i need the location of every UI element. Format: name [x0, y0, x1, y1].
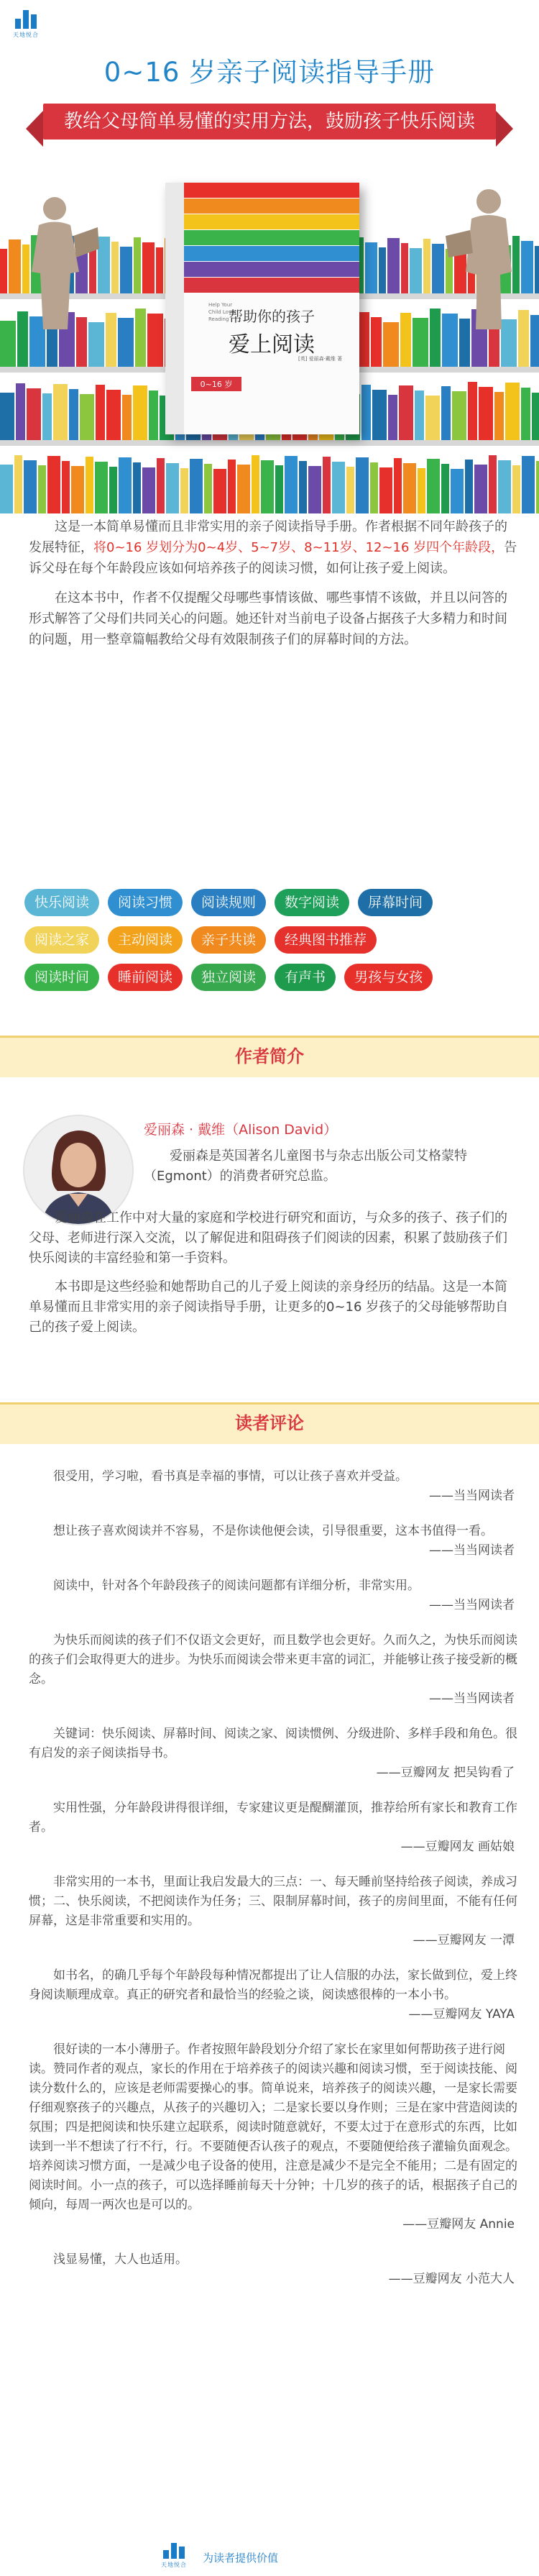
hero-illustration [0, 164, 539, 509]
book-spine-decoration [62, 461, 70, 513]
keyword-tag: 经典图书推荐 [275, 926, 377, 954]
book-spine-decoration [157, 458, 165, 513]
book-spine-decoration [142, 242, 155, 293]
book-spine-decoration [372, 390, 387, 440]
keyword-tag: 阅读习惯 [108, 889, 183, 916]
book-spine-decoration [468, 382, 477, 440]
review-item [29, 1873, 517, 1950]
book-author: [英] 爱丽森·戴维 著 [298, 356, 343, 362]
keyword-tag: 主动阅读 [108, 926, 183, 954]
reading-woman-silhouette-icon [431, 186, 532, 329]
book-spine-decoration [441, 386, 451, 440]
review-signature: ——当当网读者 [429, 1598, 515, 1612]
page-title: 0~16 岁亲子阅读指导手册 [103, 57, 436, 88]
reader-reviews [29, 1467, 517, 2305]
book-spine-decoration [365, 242, 377, 293]
review-text: 浅显易懂，大人也适用。 [53, 2252, 188, 2267]
author-section-header [0, 1036, 539, 1077]
keyword-tag: 亲子共读 [191, 926, 266, 954]
footer [0, 2540, 539, 2576]
review-item [29, 1966, 517, 2024]
keyword-tag: 独立阅读 [191, 964, 266, 991]
book-spine-decoration [122, 395, 132, 440]
book-spine-decoration [120, 247, 132, 293]
review-item [29, 1799, 517, 1857]
book-spine-decoration [86, 457, 93, 513]
book-spine-decoration [133, 462, 141, 513]
author-bio-paragraph: 爱丽森在工作中对大量的家庭和学校进行研究和面访，与众多的孩子、孩子们的父母、老师进行深入交流，以了解促进和阻碍孩子们阅读的因素，积累了鼓励孩子们快乐阅读的丰富经验和第一手资料。 [29, 1210, 507, 1266]
book-english-title: Help Your Child Love Reading [208, 302, 235, 322]
book-spine-decoration [275, 465, 283, 513]
intro-text: 这是一本简单易懂而且非常实用的亲子阅读指导手册。作者根据不同年龄孩子的发展特征， [29, 519, 507, 555]
book-spine-decoration [323, 457, 331, 513]
book-spine-decoration [133, 385, 147, 440]
keyword-tag: 快乐阅读 [24, 889, 99, 916]
book-spine-decoration [16, 383, 25, 440]
cover-stripe [184, 214, 359, 229]
author-bio-paragraph: 本书即是这些经验和她帮助自己的儿子爱上阅读的亲身经历的结晶。这是一本简单易懂而且非常实用的亲子阅读指导手册，让更多的0~16 岁孩子的父母能够帮助自己的孩子爱上阅读。 [29, 1279, 509, 1335]
author-name: 爱丽森 · 戴维（Alison David） [144, 1122, 338, 1138]
tag-row [24, 926, 528, 954]
tagline-text: 教给父母简单易懂的实用方法，鼓励孩子快乐阅读 [63, 111, 475, 132]
book-spine-decoration [383, 322, 399, 367]
review-text: 如书名，的确几乎每个年龄段每种情况都提出了让人信服的办法，家长做到位，爱上终身阅读顺理成章。真正的研究者和最恰当的经验之谈，阅读感很棒的一本小书。 [29, 1968, 517, 2002]
book-spine-decoration [361, 385, 371, 440]
reading-man-silhouette-icon [10, 193, 103, 329]
book-spine-decoration [400, 313, 411, 367]
review-item [29, 1522, 517, 1561]
tag-row [24, 889, 528, 916]
book-spine-decoration [441, 464, 449, 513]
book-spine-decoration [465, 460, 473, 513]
review-item [29, 1576, 517, 1615]
book-spine-decoration [118, 318, 134, 367]
intro-paragraph: 在这本书中，作者不仅提醒父母哪些事情该做、哪些事情不该做，并且以问答的形式解答了父母们共同关心的问题。她还针对当前电子设备占据孩子大多精力和时间的问题，用一整章篇幅教给父母有效限制孩子们的屏幕时间的方法。 [29, 590, 507, 647]
book-spine-decoration [371, 317, 382, 367]
book-spine-decoration [71, 466, 84, 513]
book-spine-decoration [0, 249, 7, 293]
cover-stripe [184, 278, 359, 293]
book-spine-decoration [109, 467, 117, 513]
book-spine-decoration [452, 391, 466, 440]
author-bio-paragraph: 爱丽森是英国著名儿童图书与杂志出版公司艾格蒙特（Egmont）的消费者研究总监。 [144, 1148, 467, 1184]
review-text: 想让孩子喜欢阅读并不容易，不是你读他便会读，引导很重要，这本书值得一看。 [53, 1524, 493, 1538]
logo-text: 天地悦合 [13, 32, 39, 38]
book-spine-decoration [285, 456, 298, 513]
book-spine-decoration [379, 467, 392, 513]
book-spine-decoration [213, 469, 226, 513]
keyword-tag: 屏幕时间 [358, 889, 433, 916]
reviews-section-header [0, 1402, 539, 1444]
book-spine-decoration [332, 462, 345, 513]
review-text: 非常实用的一本书，里面让我启发最大的三点：一、每天睡前坚持给孩子阅读，养成习惯；二、快乐阅读，不把阅读作为任务；三、限制屏幕时间，孩子的房间里面，不能有任何屏幕，这是非常重要和实用的。 [29, 1875, 517, 1928]
book-spine-decoration [401, 243, 408, 293]
review-signature: ——当当网读者 [429, 1489, 515, 1503]
book-spine-decoration [532, 393, 539, 440]
book-spine-decoration [394, 458, 402, 513]
keyword-tag: 数字阅读 [275, 889, 349, 916]
book-spine-decoration [413, 318, 428, 367]
review-text: 实用性强，分年龄段讲得很详细，专家建议更是醍醐灌顶，推荐给所有家长和教育工作者。 [29, 1801, 517, 1835]
shelf-board [0, 440, 539, 446]
book-spine-decoration [498, 460, 511, 513]
review-text: 为快乐而阅读的孩子们不仅语文会更好，而且数学也会更好。久而久之，为快乐而阅读的孩子们会取得更大的进步。为快乐而阅读会带来更丰富的词汇，并能够让孩子接受新的概念。 [29, 1633, 517, 1686]
book-spine-decoration [80, 394, 94, 440]
book-spine-decoration [204, 464, 212, 513]
book-spine-decoration [474, 465, 487, 513]
review-item [29, 2040, 517, 2234]
tag-row [24, 964, 528, 991]
footer-slogan: 为读者提供价值 [203, 2552, 279, 2564]
keyword-tag: 阅读规则 [191, 889, 266, 916]
review-text: 阅读中，针对各个年龄段孩子的阅读问题都有详细分析，非常实用。 [53, 1579, 420, 1593]
author-bio [29, 1208, 517, 1346]
book-spine-decoration [356, 457, 369, 513]
book-spine-decoration [156, 247, 163, 293]
intro-highlight: 将0~16 岁划分为0~4岁、5~7岁、8~11岁、12~16 岁四个年龄段， [93, 540, 505, 555]
book-spine-decoration [0, 393, 14, 440]
book-spine-decoration [135, 309, 146, 367]
book-spine-decoration [147, 314, 163, 367]
review-text: 关键词：快乐阅读、屏幕时间、阅读之家、阅读惯例、分级进阶、多样手段和角色。很有启发的亲子阅读指导书。 [29, 1727, 517, 1760]
book-spine-decoration [479, 387, 493, 440]
book-spine-decoration [427, 459, 440, 513]
book-spine-decoration [370, 462, 378, 513]
intro-paragraph [29, 516, 517, 579]
book-spine-decoration [415, 390, 424, 440]
book-spine-decoration [142, 467, 155, 513]
review-item [29, 1631, 517, 1709]
section-title: 作者简介 [235, 1046, 304, 1067]
book-spine-decoration [308, 466, 321, 513]
book-spine-decoration [95, 462, 108, 513]
book-spine-decoration [521, 388, 530, 440]
book-spine-decoration [299, 461, 307, 513]
keyword-tag: 有声书 [275, 964, 336, 991]
book-spine-decoration [536, 461, 539, 513]
book-spine-decoration [190, 459, 203, 513]
book-spine-decoration [27, 388, 41, 440]
book-spine-decoration [106, 313, 116, 367]
review-signature: ——当当网读者 [429, 1691, 515, 1706]
review-signature: ——豆瓣网友 一潭 [413, 1933, 515, 1947]
book-title-line2: 爱上阅读 [229, 332, 315, 357]
cover-stripe [184, 262, 359, 277]
section-title: 读者评论 [235, 1413, 304, 1433]
book-spine-decoration [149, 390, 158, 440]
book-spine-decoration [24, 460, 37, 513]
book-spine-decoration [505, 383, 520, 440]
book-title-line1: 帮助你的孩子 [229, 308, 315, 325]
book-spine-decoration [535, 246, 539, 293]
keyword-tag: 阅读时间 [24, 964, 99, 991]
keyword-tag: 睡前阅读 [108, 964, 183, 991]
book-spine-decoration [451, 469, 464, 513]
book-spine-decoration [489, 455, 497, 513]
keyword-tag: 男孩与女孩 [344, 964, 433, 991]
keyword-tags [24, 889, 528, 1001]
book-spine-decoration [69, 389, 78, 440]
book-spine-decoration [410, 248, 422, 293]
logo-mark-icon [11, 10, 40, 29]
footer-logo-text: 天地悦合 [161, 2562, 187, 2568]
book-spine-decoration [423, 239, 430, 293]
book-spine-decoration [399, 385, 413, 440]
book-spine-decoration [96, 385, 105, 440]
book-spine-decoration [166, 463, 179, 513]
book-spine-decoration [379, 247, 386, 293]
book-spine-decoration [14, 455, 22, 513]
cover-stripe [184, 246, 359, 261]
publisher-logo [10, 10, 42, 39]
review-signature: ——豆瓣网友 画姑娘 [400, 1840, 515, 1854]
book-spine-decoration [522, 456, 535, 513]
review-signature: ——豆瓣网友 小范大人 [388, 2272, 515, 2286]
cover-stripe [184, 183, 359, 198]
book-spine-decoration [387, 238, 400, 293]
keyword-tag: 阅读之家 [24, 926, 99, 954]
book-cover-stripes [184, 183, 359, 291]
book-spine-decoration [346, 467, 354, 513]
review-text: 很好读的一本小薄册子。作者按照年龄段划分介绍了家长在家里如何帮助孩子进行阅读。赞同作者的观点，家长的作用在于培养孩子的阅读兴趣和阅读习惯，至于阅读技能、阅读分数什么的，应该是老师需要操心的事。简单说来，培养孩子的阅读兴趣，一是家长需要仔细观察孩子的兴趣点，从孩子的兴趣切入；二是家长要以身作则；三是在家中营造阅读的氛围；四是把阅读和快乐建立起联系，阅读时随意就好，不要太过于在意形式的东西，比如读到一半不想读了行不行，行。不要随便否认孩子的观点，不要随便给孩子灌输负面观念。培养阅读习惯方面，一是减少电子设备的使用，注意是减少不是完全不能用；二是有固定的阅读时间。小一点的孩子，可以选择睡前每天十分钟；十几岁的孩子的话，根据孩子自己的倾向，每周一两次也是可以的。 [29, 2042, 517, 2212]
review-item [29, 2250, 517, 2289]
intro-text: 告诉父母在每个年龄段应该如何培养孩子的阅读习惯，如何让孩子爱上阅读。 [29, 540, 517, 576]
book-spine-decoration [388, 395, 397, 440]
review-signature: ——当当网读者 [429, 1543, 515, 1558]
logo-mark-icon [160, 2543, 188, 2559]
cover-stripe [184, 198, 359, 214]
review-signature: ——豆瓣网友 Annie [402, 2217, 515, 2232]
bookshelf-row [0, 455, 539, 513]
book-spine-decoration [425, 396, 440, 440]
book-spine-decoration [53, 384, 68, 440]
book-spine-decoration [494, 392, 504, 440]
book-spine [165, 183, 184, 434]
book-spine-decoration [261, 460, 274, 513]
book-spine-decoration [106, 390, 121, 440]
review-signature: ——豆瓣网友 YAYA [408, 2007, 515, 2022]
footer-logo [158, 2543, 190, 2569]
book-spine-decoration [237, 465, 250, 513]
book-spine-decoration [418, 468, 425, 513]
book-spine-decoration [111, 242, 119, 293]
book-spine-decoration [180, 468, 188, 513]
tagline-banner [43, 104, 496, 140]
review-signature: ——豆瓣网友 把吴钩看了 [376, 1766, 515, 1780]
book-spine-decoration [252, 455, 259, 513]
book-spine-decoration [119, 457, 132, 513]
book-spine-decoration [403, 463, 416, 513]
book-age-badge: 0~16 岁 [191, 377, 241, 391]
book-spine-decoration [0, 465, 13, 513]
book-spine-decoration [38, 465, 46, 513]
book-cover [165, 183, 359, 434]
review-item [29, 1725, 517, 1783]
review-text: 很受用，学习啦，看书真是幸福的事情，可以让孩子喜欢并受益。 [53, 1469, 407, 1484]
cover-stripe [184, 230, 359, 245]
book-spine-decoration [42, 393, 52, 440]
book-spine-decoration [512, 465, 520, 513]
book-spine-decoration [134, 237, 141, 293]
book-spine-decoration [228, 460, 236, 513]
review-item [29, 1467, 517, 1506]
book-spine-decoration [47, 456, 60, 513]
book-introduction [29, 516, 517, 659]
